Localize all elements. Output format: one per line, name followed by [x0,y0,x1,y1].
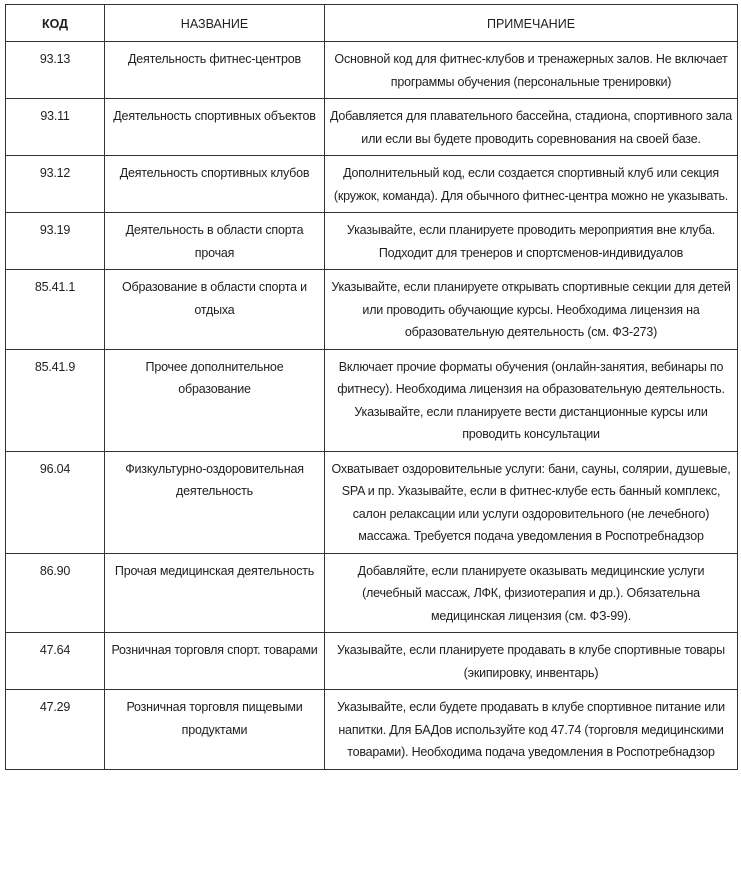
row-note: Указывайте, если планируете проводить мероприятия вне клуба. Подходит для тренеров и спортсменов-индивидуалов [325,213,738,270]
table-row [6,99,738,156]
row-note: Добавляется для плавательного бассейна, стадиона, спортивного зала или если вы будете проводить соревнования на своей базе. [325,99,738,156]
row-name: Розничная торговля пищевыми продуктами [105,690,325,770]
table-row [6,451,738,553]
header-name: НАЗВАНИЕ [105,5,325,42]
row-note: Указывайте, если планируете открывать спортивные секции для детей или проводить обучающие курсы. Необходима лицензия на образовательную деятельность (см. ФЗ-273) [325,270,738,350]
row-note: Добавляйте, если планируете оказывать медицинские услуги (лечебный массаж, ЛФК, физиотерапия и др.). Обязательна медицинская лицензия (см. ФЗ-99). [325,553,738,633]
row-note: Указывайте, если планируете продавать в клубе спортивные товары (экипировку, инвентарь) [325,633,738,690]
row-note: Основной код для фитнес-клубов и тренажерных залов. Не включает программы обучения (персональные тренировки) [325,42,738,99]
table-row [6,690,738,770]
row-code: 93.13 [6,42,105,99]
table-row [6,156,738,213]
header-code: КОД [6,5,105,42]
okved-codes-table [5,4,738,770]
row-note: Включает прочие форматы обучения (онлайн-занятия, вебинары по фитнесу). Необходима лицензия на образовательную деятельность. Указывайте, если планируете вести дистанционные курсы или проводить консультации [325,349,738,451]
row-code: 47.64 [6,633,105,690]
row-code: 86.90 [6,553,105,633]
row-name: Образование в области спорта и отдыха [105,270,325,350]
header-note: ПРИМЕЧАНИЕ [325,5,738,42]
table-row [6,349,738,451]
row-code: 96.04 [6,451,105,553]
row-name: Деятельность спортивных клубов [105,156,325,213]
row-name: Деятельность фитнес-центров [105,42,325,99]
row-code: 85.41.9 [6,349,105,451]
row-code: 47.29 [6,690,105,770]
row-code: 85.41.1 [6,270,105,350]
table-row [6,633,738,690]
table-row [6,553,738,633]
row-code: 93.11 [6,99,105,156]
row-code: 93.19 [6,213,105,270]
row-name: Розничная торговля спорт. товарами [105,633,325,690]
row-name: Прочее дополнительное образование [105,349,325,451]
table-row [6,270,738,350]
row-name: Физкультурно-оздоровительная деятельность [105,451,325,553]
row-code: 93.12 [6,156,105,213]
row-name: Прочая медицинская деятельность [105,553,325,633]
row-note: Дополнительный код, если создается спортивный клуб или секция (кружок, команда). Для обычного фитнес-центра можно не указывать. [325,156,738,213]
row-note: Указывайте, если будете продавать в клубе спортивное питание или напитки. Для БАДов используйте код 47.74 (торговля медицинскими товарами). Необходима подача уведомления в Роспотребнадзор [325,690,738,770]
table-row [6,213,738,270]
table-header-row [6,5,738,42]
table-row [6,42,738,99]
row-name: Деятельность в области спорта прочая [105,213,325,270]
row-name: Деятельность спортивных объектов [105,99,325,156]
row-note: Охватывает оздоровительные услуги: бани, сауны, солярии, душевые, SPA и пр. Указывайте, если в фитнес-клубе есть банный комплекс, салон релаксации или услуги оздоровительного (не лечебного) массажа. Требуется подача уведомления в Роспотребнадзор [325,451,738,553]
